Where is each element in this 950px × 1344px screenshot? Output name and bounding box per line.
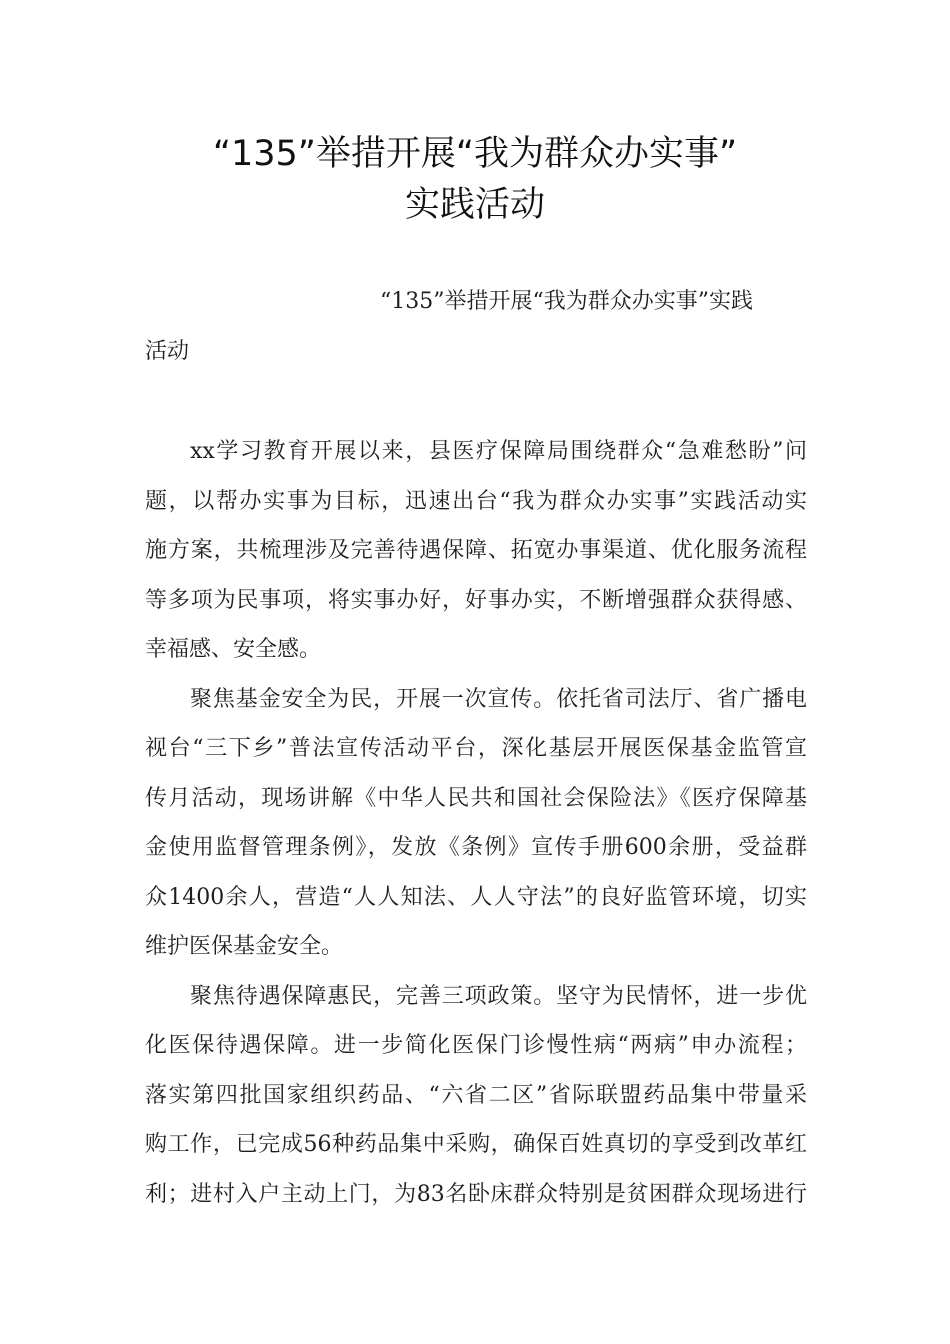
paragraph-line: 聚焦基金安全为民，开展一次宣传。依托省司法厅、省广播电 — [190, 687, 807, 712]
document-title-line-1: “135”举措开展“我为群众办实事” — [212, 134, 738, 174]
paragraph-line: 视台“三下乡”普法宣传活动平台，深化基层开展医保基金监管宣 — [145, 736, 807, 761]
paragraph-line: 传月活动，现场讲解《中华人民共和国社会保险法》《医疗保障基 — [145, 786, 807, 811]
paragraph-line: 题，以帮办实事为目标，迅速出台“我为群众办实事”实践活动实 — [145, 489, 807, 514]
paragraph-line: 金使用监督管理条例》，发放《条例》宣传手册600余册，受益群 — [145, 835, 807, 860]
paragraph-line: 等多项为民事项，将实事办好，好事办实，不断增强群众获得感、 — [145, 588, 807, 613]
document-title-line-2: 实践活动 — [404, 185, 545, 225]
paragraph-line: 施方案，共梳理涉及完善待遇保障、拓宽办事渠道、优化服务流程 — [145, 538, 807, 563]
paragraph-line: 众1400余人，营造“人人知法、人人守法”的良好监管环境，切实 — [145, 885, 807, 910]
paragraph-line: xx学习教育开展以来，县医疗保障局围绕群众“急难愁盼”问 — [190, 439, 807, 464]
paragraph-line: 化医保待遇保障。进一步简化医保门诊慢性病“两病”申办流程； — [145, 1033, 807, 1058]
paragraph-line: 落实第四批国家组织药品、“六省二区”省际联盟药品集中带量采 — [145, 1083, 807, 1108]
paragraph-line: 聚焦待遇保障惠民，完善三项政策。坚守为民情怀，进一步优 — [190, 984, 807, 1009]
paragraph-line: 幸福感、安全感。 — [145, 637, 322, 662]
document-subtitle-line-2: 活动 — [145, 339, 190, 364]
document-subtitle-line-1: “135”举措开展“我为群众办实事”实践 — [380, 289, 753, 314]
paragraph-line: 维护医保基金安全。 — [145, 934, 344, 959]
paragraph-line: 购工作，已完成56种药品集中采购，确保百姓真切的享受到改革红 — [145, 1132, 807, 1157]
paragraph-line: 利；进村入户主动上门，为83名卧床群众特别是贫困群众现场进行 — [145, 1182, 807, 1207]
